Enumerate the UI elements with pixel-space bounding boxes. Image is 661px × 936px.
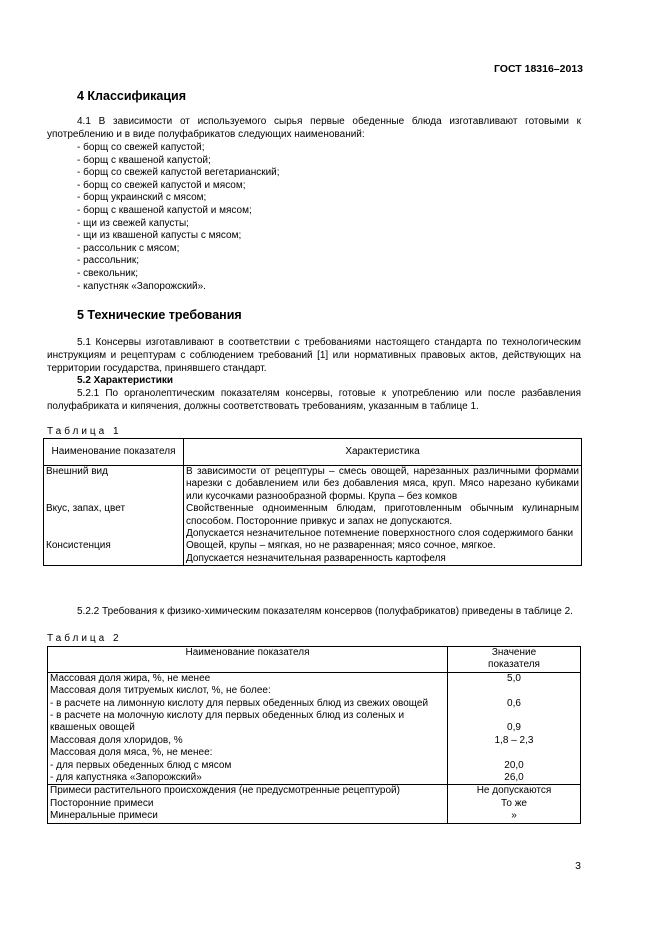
table-cell: Массовая доля хлоридов, % bbox=[48, 735, 448, 747]
table-cell-line: Овощей, крупы – мягкая, но не разваренная; мясо сочное, мягкое. bbox=[186, 540, 496, 552]
table-cell: То же bbox=[448, 798, 581, 810]
list-item: - борщ украинский с мясом; bbox=[77, 192, 207, 204]
list-item: - рассольник с мясом; bbox=[77, 242, 180, 254]
table-cell-line: Свойственные одноименным блюдам, приготовленным обычным кулинарным способом. Посторонние привкус и запах не допускаются. bbox=[186, 503, 579, 527]
standard-header: ГОСТ 18316–2013 bbox=[493, 63, 583, 75]
table-cell: 1,8 – 2,3 bbox=[448, 735, 581, 747]
table-2-header-value: Значение показателя bbox=[448, 647, 581, 673]
table-row bbox=[48, 698, 581, 710]
table-row bbox=[48, 672, 581, 685]
table-row bbox=[48, 685, 581, 697]
table-cell: Массовая доля мяса, %, не менее: bbox=[48, 747, 448, 759]
list-item: - свекольник; bbox=[77, 267, 139, 279]
list-item: - борщ с квашеной капустой; bbox=[77, 154, 211, 166]
paragraph-5-2-1: 5.2.1 По органолептическим показателям консервы, готовые к употреблению или после разбавления полуфабриката и кипячения, должны соответствовать требованиям, указанным в таблице 1. bbox=[47, 388, 581, 412]
table-cell: 0,6 bbox=[448, 698, 581, 710]
table-cell: - для капустняка «Запорожский» bbox=[48, 772, 448, 785]
table-cell-line: Допускается незначительное потемнение поверхностного слоя содержимого банки bbox=[186, 528, 574, 540]
list-item: - борщ со свежей капустой; bbox=[77, 142, 205, 153]
table-2 bbox=[47, 646, 581, 824]
section-4-title: 4 Классификация bbox=[77, 89, 187, 103]
table-cell: Консистенция bbox=[44, 540, 184, 565]
table-cell: В зависимости от рецептуры – смесь овощей, нарезанных различными формами нарезки с добавлением или без добавления мяса, круп. Мясо нарезано кубиками или кусочками разнообразной формы. Крупа – без комков bbox=[184, 466, 582, 504]
list-item: - рассольник; bbox=[77, 255, 139, 267]
table-row bbox=[48, 710, 581, 735]
paragraph-5-2-title: 5.2 Характеристики bbox=[77, 375, 174, 386]
table-2-caption: Таблица 2 bbox=[47, 633, 122, 644]
table-1-caption: Таблица 1 bbox=[47, 426, 122, 437]
table-cell: Посторонние примеси bbox=[48, 798, 448, 810]
soup-list bbox=[77, 142, 577, 293]
table-cell: Массовая доля жира, %, не менее bbox=[48, 672, 448, 685]
page-number: 3 bbox=[575, 860, 581, 872]
table-cell: Внешний вид bbox=[44, 466, 184, 504]
table-2-header-name: Наименование показателя bbox=[48, 647, 448, 673]
table-cell bbox=[184, 540, 582, 565]
table-1-header-name: Наименование показателя bbox=[44, 439, 184, 466]
table-row bbox=[48, 785, 581, 798]
table-cell bbox=[448, 685, 581, 697]
table-row bbox=[48, 760, 581, 772]
table-cell bbox=[184, 503, 582, 540]
table-cell: » bbox=[448, 810, 581, 823]
list-item: - щи из свежей капусты; bbox=[77, 217, 189, 229]
table-1-header-characteristic: Характеристика bbox=[184, 439, 582, 466]
section-5-title: 5 Технические требования bbox=[77, 308, 242, 322]
list-item: - борщ со свежей капустой вегетарианский; bbox=[77, 167, 280, 179]
table-cell: - в расчете на лимонную кислоту для первых обеденных блюд из свежих овощей bbox=[48, 698, 448, 710]
table-row bbox=[48, 810, 581, 823]
table-row bbox=[44, 503, 582, 540]
table-cell: Минеральные примеси bbox=[48, 810, 448, 823]
table-cell: Вкус, запах, цвет bbox=[44, 503, 184, 540]
table-cell: - в расчете на молочную кислоту для первых обеденных блюд из соленых и квашеных овощей bbox=[48, 710, 448, 735]
table-row bbox=[48, 735, 581, 747]
table-row bbox=[48, 772, 581, 785]
table-cell: Массовая доля титруемых кислот, %, не более: bbox=[48, 685, 448, 697]
table-row bbox=[44, 466, 582, 504]
table-cell-line: Допускается незначительная разваренность картофеля bbox=[186, 552, 446, 564]
table-cell: Примеси растительного происхождения (не предусмотренные рецептурой) bbox=[48, 785, 448, 798]
table-cell: - для первых обеденных блюд с мясом bbox=[48, 760, 448, 772]
table-cell: Не допускаются bbox=[448, 785, 581, 798]
table-row bbox=[44, 540, 582, 565]
section-4-intro: 4.1 В зависимости от используемого сырья первые обеденные блюда изготавливают готовыми к употреблению и в виде полуфабрикатов следующих наименований: bbox=[47, 116, 581, 140]
table-cell: 0,9 bbox=[448, 710, 581, 735]
paragraph-5-1: 5.1 Консервы изготавливают в соответствии с требованиями настоящего стандарта по технологическим инструкциям и рецептурам с соблюдением требований [1] или нормативных правовых актов, действующих на территории государства, принявшего стандарт. bbox=[47, 337, 581, 374]
table-row bbox=[48, 798, 581, 810]
table-1 bbox=[43, 438, 582, 566]
list-item: - щи из квашеной капусты с мясом; bbox=[77, 230, 242, 242]
table-cell: 20,0 bbox=[448, 760, 581, 772]
table-cell: 5,0 bbox=[448, 672, 581, 685]
paragraph-5-2-2: 5.2.2 Требования к физико-химическим показателям консервов (полуфабрикатов) приведены в таблице 2. bbox=[77, 606, 573, 617]
table-row bbox=[48, 747, 581, 759]
table-cell: 26,0 bbox=[448, 772, 581, 785]
table-cell bbox=[448, 747, 581, 759]
list-item: - борщ со свежей капустой и мясом; bbox=[77, 179, 246, 191]
list-item: - борщ с квашеной капустой и мясом; bbox=[77, 204, 252, 216]
list-item: - капустняк «Запорожский». bbox=[77, 280, 206, 292]
